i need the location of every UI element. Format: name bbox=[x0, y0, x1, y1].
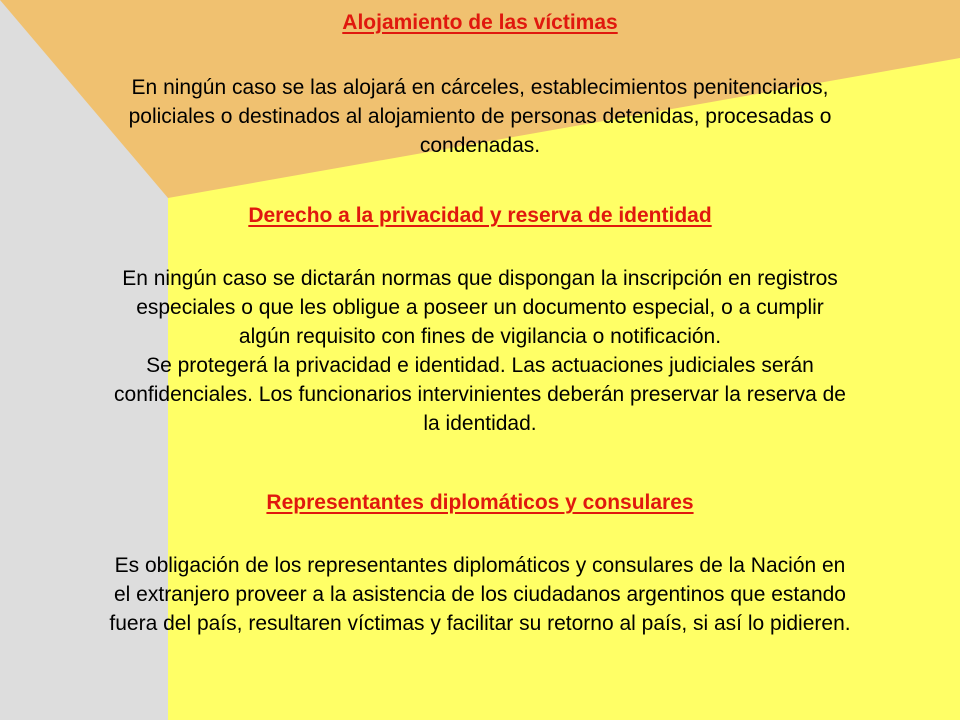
paragraph-line: confidenciales. Los funcionarios intervinientes deberán preservar la reserva de bbox=[114, 383, 846, 406]
paragraph-line: algún requisito con fines de vigilancia o notificación. bbox=[238, 325, 722, 348]
paragraph-line: En ningún caso se dictarán normas que dispongan la inscripción en registros bbox=[122, 267, 838, 290]
paragraph-line: especiales o que les obligue a poseer un documento especial, o a cumplir bbox=[136, 296, 824, 319]
paragraph-line: la identidad. bbox=[423, 412, 537, 435]
paragraph-privacidad bbox=[0, 264, 960, 438]
paragraph-line: fuera del país, resultaren víctimas y facilitar su retorno al país, si así lo pidieren. bbox=[109, 612, 851, 635]
paragraph-line: condenadas. bbox=[419, 134, 541, 157]
paragraph-line: el extranjero proveer a la asistencia de los ciudadanos argentinos que estando bbox=[114, 583, 846, 606]
paragraph-line: En ningún caso se las alojará en cárceles, establecimientos penitenciarios, bbox=[131, 76, 829, 99]
paragraph-line: policiales o destinados al alojamiento de personas detenidas, procesadas o bbox=[128, 105, 832, 128]
paragraph-line: Se protegerá la privacidad e identidad. Las actuaciones judiciales serán bbox=[146, 354, 814, 377]
heading-representantes: Representantes diplomáticos y consulares bbox=[266, 491, 694, 514]
paragraph-alojamiento bbox=[0, 73, 960, 160]
heading-alojamiento: Alojamiento de las víctimas bbox=[342, 11, 618, 34]
paragraph-representantes bbox=[0, 551, 960, 638]
paragraph-line: Es obligación de los representantes diplomáticos y consulares de la Nación en bbox=[114, 554, 846, 577]
heading-privacidad: Derecho a la privacidad y reserva de identidad bbox=[248, 204, 712, 227]
